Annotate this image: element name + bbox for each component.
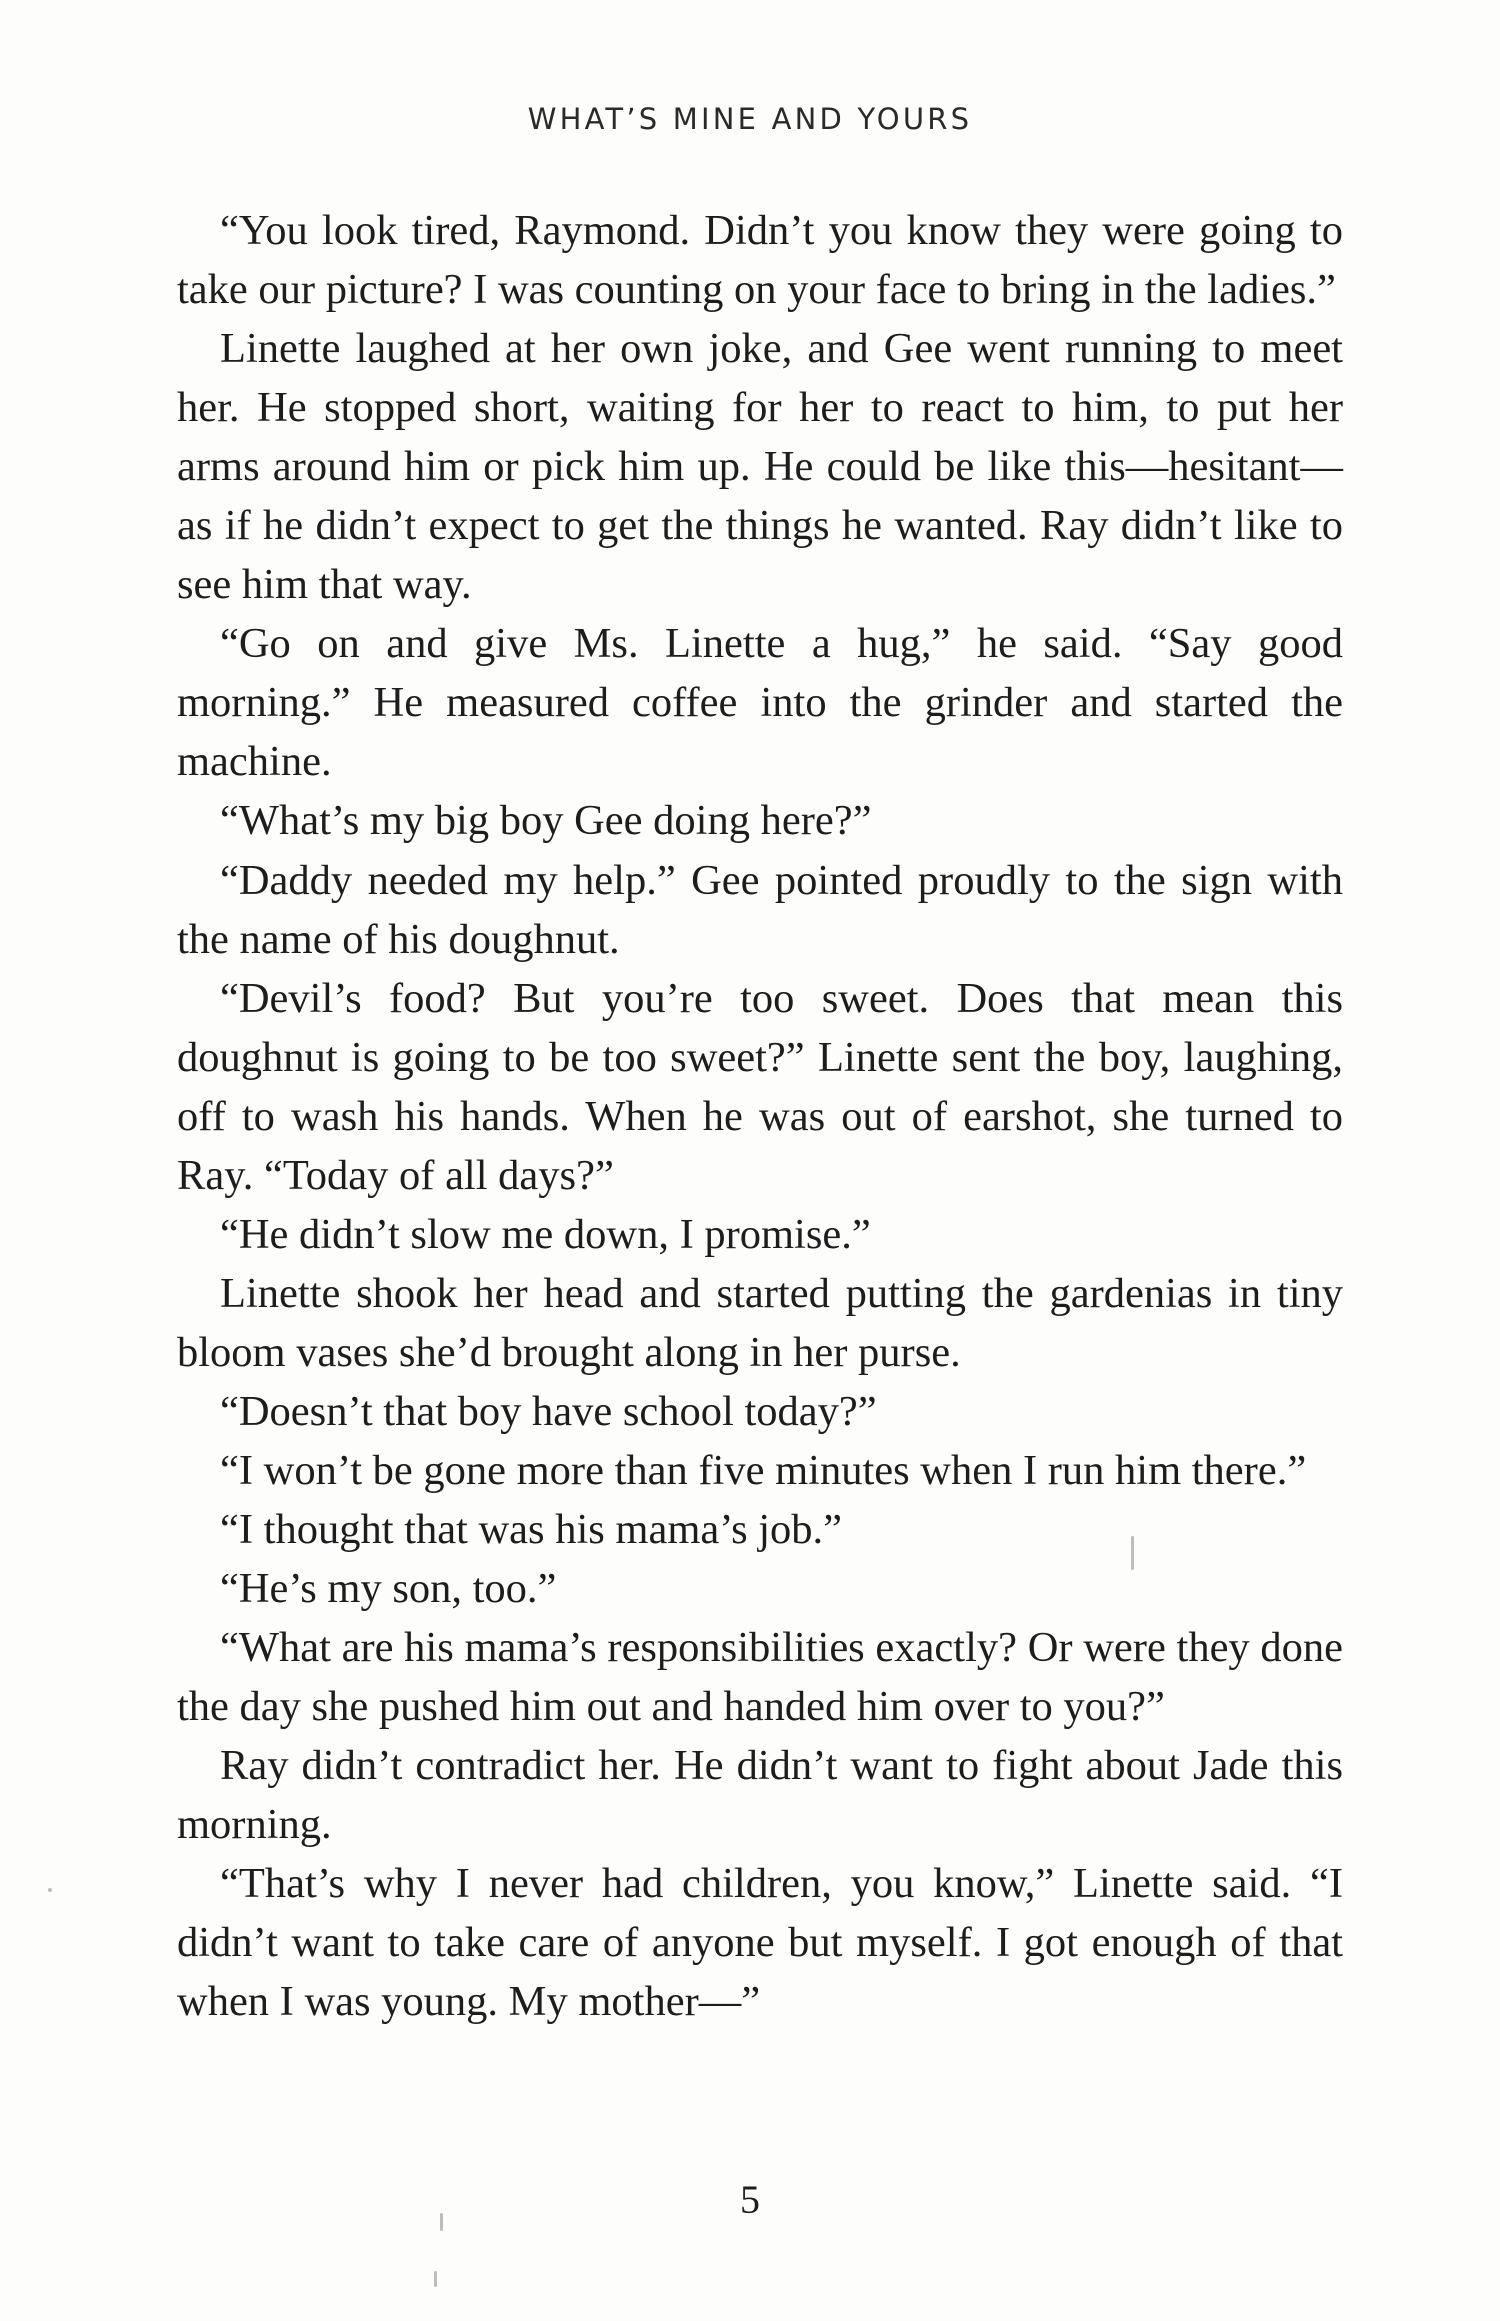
paragraph: Linette laughed at her own joke, and Gee went running to meet her. He stopped short, waiting for her to react to him, to put her arms around him or pick him up. He could be like this—hesitant—as if he didn’t expect to get the things he wanted. Ray didn’t like to see him that way. [177,325,1343,609]
paragraph: “That’s why I never had children, you know,” Linette said. “I didn’t want to take care of anyone but myself. I got enough of that when I was young. My mother—” [177,1860,1343,2026]
paragraph: “You look tired, Raymond. Didn’t you know they were going to take our picture? I was counting on your face to bring in the ladies.” [177,207,1343,314]
page-number: 5 [740,2177,760,2222]
paragraph: “Doesn’t that boy have school today?” [220,1387,877,1435]
body-text [177,201,1343,2031]
paragraph: “Devil’s food? But you’re too sweet. Does that mean this doughnut is going to be too sweet?” Linette sent the boy, laughing, off to wash his hands. When he was out of earshot, she turned to Ray. “Today of all days?” [177,974,1343,1199]
paragraph: “He didn’t slow me down, I promise.” [220,1210,871,1258]
paragraph: “I won’t be gone more than five minutes when I run him there.” [220,1446,1307,1494]
paragraph: “He’s my son, too.” [220,1565,557,1613]
paragraph: Linette shook her head and started putting the gardenias in tiny bloom vases she’d brought along in her purse. [177,1269,1343,1376]
scan-speck [48,1888,52,1892]
paragraph: “What’s my big boy Gee doing here?” [220,797,872,845]
scan-speck [434,2271,437,2287]
paragraph: “Daddy needed my help.” Gee pointed proudly to the sign with the name of his doughnut. [177,856,1343,963]
paragraph: “I thought that was his mama’s job.” [220,1506,843,1554]
scan-speck [1131,1536,1134,1570]
paragraph: “Go on and give Ms. Linette a hug,” he said. “Say good morning.” He measured coffee into the grinder and started the machine. [177,620,1343,786]
running-head: WHAT’S MINE AND YOURS [527,102,973,136]
paragraph: Ray didn’t contradict her. He didn’t want to fight about Jade this morning. [177,1742,1343,1849]
paragraph: “What are his mama’s responsibilities exactly? Or were they done the day she pushed him out and handed him over to you?” [177,1624,1343,1731]
scan-speck [440,2213,443,2231]
